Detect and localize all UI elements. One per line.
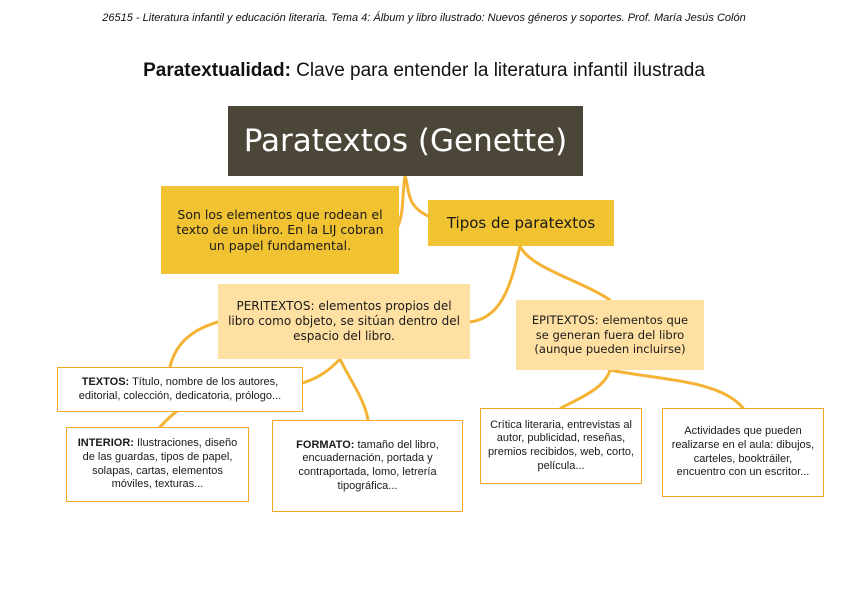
title-bold: Paratextualidad: [143, 60, 291, 81]
definition-node: Son los elementos que rodean el texto de un libro. En la LIJ cobran un papel fundamental. [161, 186, 399, 274]
textos-node [57, 367, 303, 412]
interior-text: Ilustraciones, diseño de las guardas, tipos de papel, solapas, cartas, elementos móviles, texturas... [82, 437, 238, 491]
textos-text: Título, nombre de los autores, editorial, colección, dedicatoria, prólogo... [78, 375, 282, 402]
connector-epitextos-critica [561, 370, 610, 408]
connector-root-tipos [405, 176, 428, 216]
peritextos-node: PERITEXTOS: elementos propios del libro como objeto, se sitúan dentro del espacio del libro. [218, 284, 470, 359]
formato-node [272, 420, 463, 512]
connector-peritextos-textos [170, 322, 218, 367]
document-header: 26515 - Literatura infantil y educación literaria. Tema 4: Álbum y libro ilustrado: Nuevos géneros y soportes. Prof. María Jesús Colón [102, 12, 746, 24]
interior-node [66, 427, 249, 502]
formato-text: tamaño del libro, encuadernación, portada y contraportada, lomo, letrería tipográfica... [298, 438, 439, 492]
title-rest: Clave para entender la literatura infantil ilustrada [290, 60, 705, 81]
textos-label: TEXTOS: [81, 375, 130, 388]
root-node-paratextos: Paratextos (Genette) [228, 106, 583, 176]
interior-label: INTERIOR: [77, 437, 134, 449]
connector-root-definition [398, 176, 405, 226]
connector-tipos-peritextos [470, 246, 520, 322]
connector-peritextos-formato [340, 359, 368, 420]
formato-label: FORMATO: [296, 438, 355, 451]
connector-epitextos-actividades [610, 370, 743, 408]
connector-tipos-epitextos [520, 246, 610, 300]
critica-node: Crítica literaria, entrevistas al autor, publicidad, reseñas, premios recibidos, web, corto, película... [480, 408, 642, 484]
tipos-paratextos-node: Tipos de paratextos [428, 200, 614, 246]
actividades-node: Actividades que pueden realizarse en el aula: dibujos, carteles, booktráiler, encuentro con un escritor... [662, 408, 824, 497]
epitextos-node: EPITEXTOS: elementos que se generan fuera del libro (aunque pueden incluirse) [516, 300, 704, 370]
